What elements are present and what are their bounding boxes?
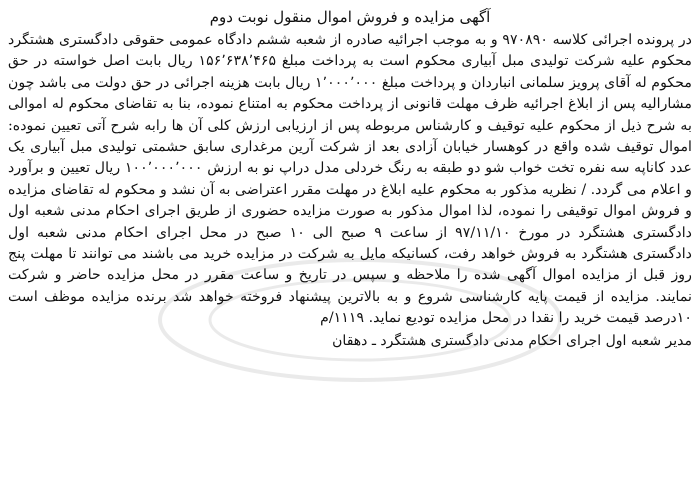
auction-notice [8, 6, 692, 496]
notice-title: آگهی مزایده و فروش اموال منقول نوبت دوم [209, 8, 491, 26]
notice-signature: مدیر شعبه اول اجرای احکام مدنی دادگستری هشتگرد ـ دهقان [332, 332, 692, 349]
notice-body-text: در پرونده اجرائی کلاسه ۹۷۰۸۹۰ و به موجب اجرائیه صادره از شعبه ششم دادگاه عمومی حقوقی دادگستری هشتگرد محکوم علیه شرکت تولیدی مبل آبیاری محکوم است به پرداخت مبلغ ۱۵۶٬۶۳۸٬۴۶۵ ریال بابت اصل خواسته در حق محکوم له آقای پرویز سلمانی انباردان و پرداخت مبلغ ۱٬۰۰۰٬۰۰۰ ریال بابت هزینه اجرائی در حق دولت می باشد چون مشارالیه پس از ابلاغ اجرائیه ظرف مهلت قانونی از پرداخت محکوم به امتناع نموده، بنا به تقاضای محکوم له اموالی به شرح ذیل از محکوم علیه توقیف و کارشناس مربوطه پس از ارزیابی ارزش کلی آن ها رابه شرح آتی تعیین نموده: اموال توقیف شده واقع در کوهسار خیابان آزادی بعد از شرکت آرین مرغداری سابق حشمتی تولیدی مبل آبیاری یک عدد کاناپه سه نفره تخت خواب شو دو طبقه به رنگ خردلی مدل دراپ نو به ارزش ۱۰۰٬۰۰۰٬۰۰۰ ریال تعیین و برآورد و اعلام می گردد. / نظریه مذکور به محکوم علیه ابلاغ در مهلت مقرر اعتراضی به آن نشد و محکوم له تقاضای مزایده و فروش اموال توقیفی را نموده، لذا اموال مذکور به صورت مزایده حضوری از طریق اجرای احکام مدنی شعبه اول دادگستری هشتگرد در مورخ ۹۷/۱۱/۱۰ از ساعت ۹ صبح الی ۱۰ صبح در محل اجرای احکام مدنی شعبه اول دادگستری هشتگرد به فروش خواهد رفت، کسانیکه مایل به شرکت در مزایده خرید می باشند می توانند تا مهلت پنج روز قبل از مزایده اموال آگهی شده را ملاحظه و سپس در تاریخ و ساعت مقرر در محل مزایده حاضر و شرکت نمایند. مزایده از قیمت پایه کارشناسی شروع و به بالاترین پیشنهاد فروخته خواهد شد برنده مزایده موظف است ۱۰درصد قیمت خرید را نقدا در محل مزایده تودیع نماید. ۱۱۱۹/م [8, 32, 692, 327]
notice-body [8, 30, 692, 330]
